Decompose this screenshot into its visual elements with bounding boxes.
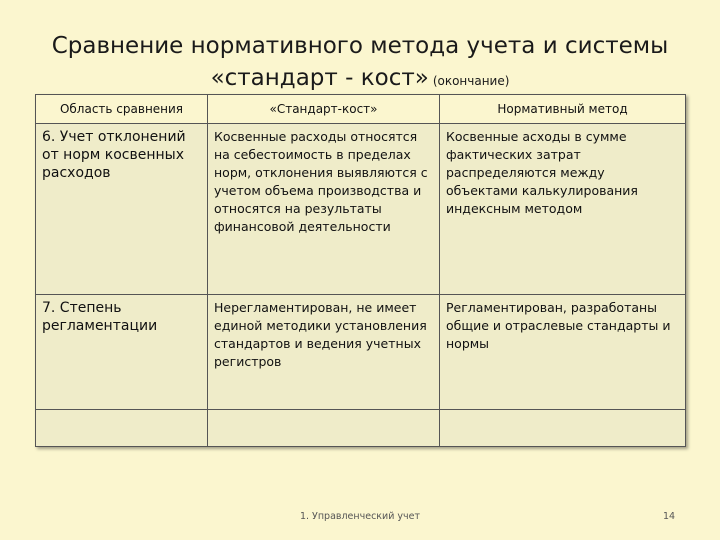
title-main-part: «стандарт - кост» [210,65,429,91]
header-standard-cost: «Стандарт-кост» [208,95,440,124]
header-comparison-area: Область сравнения [36,95,208,124]
page-number: 14 [663,511,676,522]
table-row [36,124,686,295]
title-note: (окончание) [432,74,510,88]
table-header-row [36,95,686,124]
table-cell [36,410,208,447]
table-cell: 7. Степень регламентации [36,295,208,410]
table-cell [440,410,686,447]
comparison-table [35,94,686,447]
table-cell: Косвенные расходы относятся на себестоимость в пределах норм, отклонения выявляются с учетом объема производства и относятся на результаты финансовой деятельности [208,124,440,295]
header-normative-method: Нормативный метод [440,95,686,124]
table-cell: Косвенные асходы в сумме фактических затрат распределяются между объектами калькулирования индексным методом [440,124,686,295]
table-cell [208,410,440,447]
slide-title [0,30,720,97]
footer-course: 1. Управленческий учет [299,511,421,522]
table-row [36,295,686,410]
table-row-empty [36,410,686,447]
title-line-1: Сравнение нормативного метода учета и системы [51,33,669,59]
title-line-2 [0,62,720,97]
table-cell: Регламентирован, разработаны общие и отраслевые стандарты и нормы [440,295,686,410]
table-cell: Нерегламентирован, не имеет единой методики установления стандартов и ведения учетных регистров [208,295,440,410]
table-cell: 6. Учет отклонений от норм косвенных расходов [36,124,208,295]
